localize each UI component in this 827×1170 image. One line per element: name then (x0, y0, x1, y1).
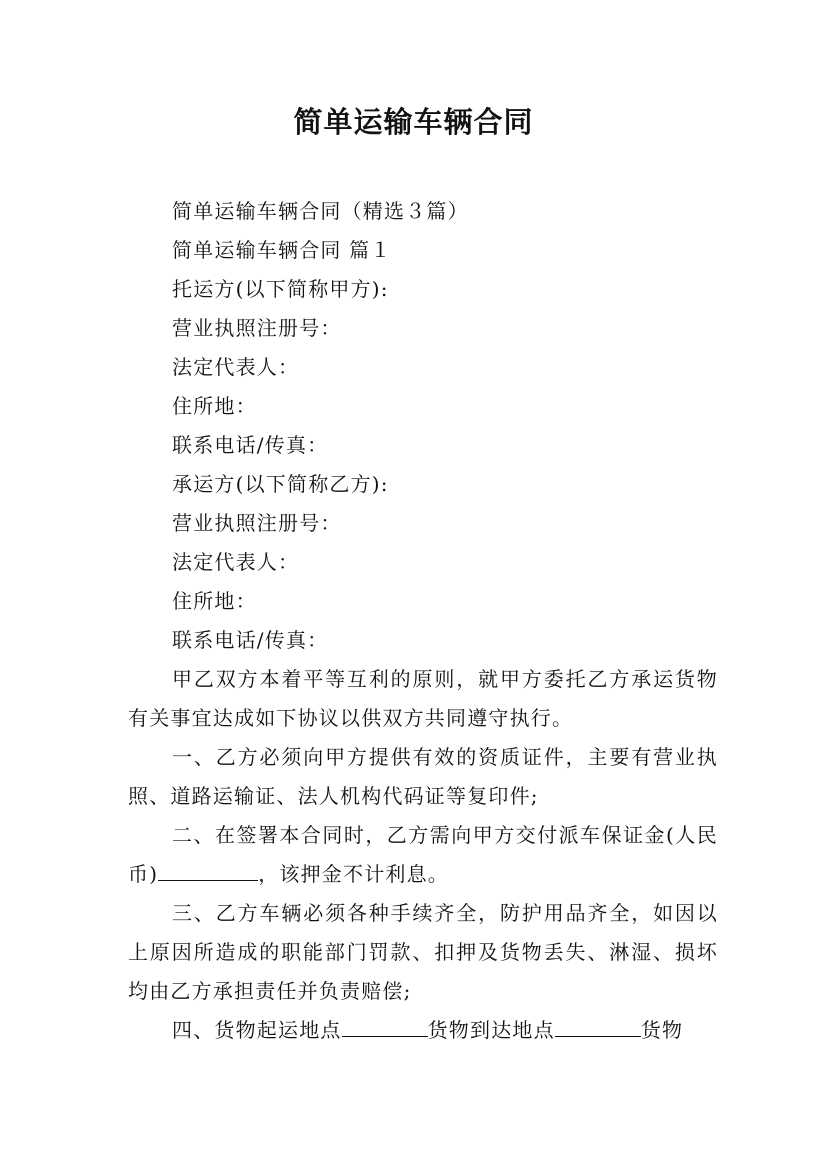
section-heading: 简单运输车辆合同 篇１ (172, 238, 392, 262)
clause-4-text-start: 四、货物起运地点 (172, 1018, 342, 1042)
clause-4-text-end: 货物 (640, 1018, 684, 1042)
clause-4-text-middle: 货物到达地点 (427, 1018, 555, 1042)
intro-paragraph: 甲乙双方本着平等互利的原则，就甲方委托乙方承运货物有关事宜达成如下协议以供双方共同遵守执行。 (128, 667, 718, 730)
document-body (128, 192, 718, 1050)
clause-3-paragraph: 三、乙方车辆必须各种手续齐全，防护用品齐全，如因以上原因所造成的职能部门罚款、扣押及货物丢失、淋湿、损坏均由乙方承担责任并负责赔偿; (128, 901, 718, 1003)
party-b-representative-field: 法定代表人： (172, 550, 300, 574)
party-b-phone-field: 联系电话/传真： (172, 628, 329, 652)
clause-2-text-start: 二、在签署本合同时，乙方需向甲方交付派车保证金(人民币) (128, 823, 718, 886)
party-a-representative-field: 法定代表人： (172, 355, 300, 379)
party-a-heading: 托运方(以下简称甲方): (172, 277, 389, 301)
clause-1-paragraph: 一、乙方必须向甲方提供有效的资质证件，主要有营业执照、道路运输证、法人机构代码证等复印件; (128, 745, 718, 808)
clause-2-paragraph (128, 816, 718, 894)
clause-4-paragraph (128, 1011, 718, 1050)
destination-location-blank (555, 1018, 641, 1037)
clause-2-text-end: ，该押金不计利息。 (258, 862, 450, 886)
party-b-address-field: 住所地： (172, 589, 257, 613)
deposit-amount-blank (158, 862, 258, 881)
party-a-phone-field: 联系电话/传真： (172, 433, 329, 457)
party-a-address-field: 住所地： (172, 394, 257, 418)
subtitle-line: 简单运输车辆合同（精选３篇） (172, 199, 469, 223)
party-a-license-field: 营业执照注册号： (172, 316, 342, 340)
party-b-heading: 承运方(以下简称乙方): (172, 472, 389, 496)
origin-location-blank (342, 1018, 428, 1037)
party-b-license-field: 营业执照注册号： (172, 511, 342, 535)
document-title: 简单运输车辆合同 (293, 105, 534, 139)
